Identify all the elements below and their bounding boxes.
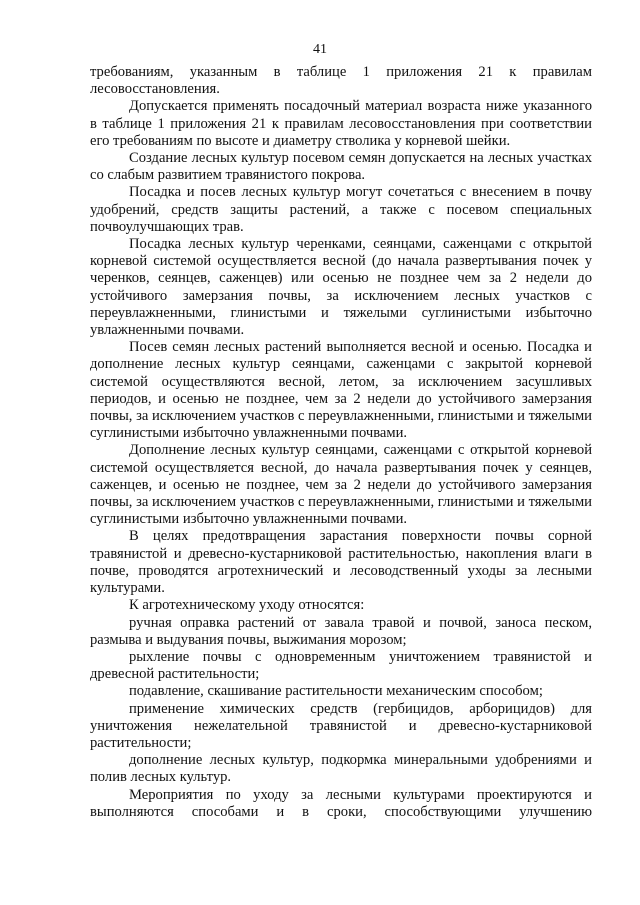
paragraph-care-purpose: В целях предотвращения зарастания поверхности почвы сорной травянистой и древесно-кустарниковой растительностью, накопления влаги в почве, проводятся агротехнический и лесоводственный уходы за лесными культурами. xyxy=(90,528,592,597)
list-item-manual-care: ручная оправка растений от завала травой и почвой, заноса песком, размыва и выдувания почвы, выжимания морозом; xyxy=(90,614,592,648)
paragraph-fertilizers: Посадка и посев лесных культур могут сочетаться с внесением в почву удобрений, средств защиты растений, а также с посевом специальных почвоулучшающих трав. xyxy=(90,184,592,235)
list-item-mowing: подавление, скашивание растительности механическим способом; xyxy=(129,683,543,700)
list-item-fertilizing: дополнение лесных культур, подкормка минеральными удобрениями и полив лесных культур. xyxy=(90,752,592,786)
paragraph-planting-age: Допускается применять посадочный материал возраста ниже указанного в таблице 1 приложения 21 к правилам лесовосстановления при соответствии его требованиям по высоте и диаметру стволика у корневой шейки. xyxy=(90,98,592,149)
list-item-chemicals: применение химических средств (гербицидов, арборицидов) для уничтожения нежелательной травянистой и древесно-кустарниковой растительности; xyxy=(90,700,592,751)
document-body xyxy=(90,64,592,821)
paragraph-seeding: Создание лесных культур посевом семян допускается на лесных участках со слабым развитием травянистого покрова. xyxy=(90,150,592,184)
paragraph-open-root-planting: Посадка лесных культур черенками, сеянцами, саженцами с открытой корневой системой осуществляется весной (до начала развертывания почек у черенков, сеянцев, саженцев) или осенью не позднее чем за 2 недели до устойчивого замерзания почвы, за исключением лесных участков с переувлажненными, глинистыми и тяжелыми суглинистыми избыточно увлажненными почвами. xyxy=(90,236,592,339)
paragraph-care-measures: Мероприятия по уходу за лесными культурами проектируются и выполняются способами и в сроки, способствующими улучшению xyxy=(90,786,592,820)
paragraph-supplement-planting: Дополнение лесных культур сеянцами, саженцами с открытой корневой системой осуществляется весной, до начала развертывания почек у сеянцев, саженцев, и осенью не позднее, чем за 2 недели до устойчивого замерзания почвы, за исключением участков с переувлажненными, глинистыми и тяжелыми суглинистыми избыточно увлажненными почвами. xyxy=(90,442,592,528)
paragraph-agrotechnical-care: К агротехническому уходу относятся: xyxy=(129,597,365,614)
paragraph-closed-root-planting: Посев семян лесных растений выполняется весной и осенью. Посадка и дополнение лесных культур сеянцами, саженцами с закрытой корневой системой осуществляются весной, летом, за исключением засушливых периодов, и осенью не позднее, чем за 2 недели до устойчивого замерзания почвы, за исключением участков с переувлажненными, глинистыми и тяжелыми суглинистыми избыточно увлажненными почвами. xyxy=(90,339,592,442)
page-number: 41 xyxy=(313,42,327,57)
list-item-loosening: рыхление почвы с одновременным уничтожением травянистой и древесной растительности; xyxy=(90,648,592,683)
paragraph-continuation: требованиям, указанным в таблице 1 приложения 21 к правилам лесовосстановления. xyxy=(90,64,592,98)
